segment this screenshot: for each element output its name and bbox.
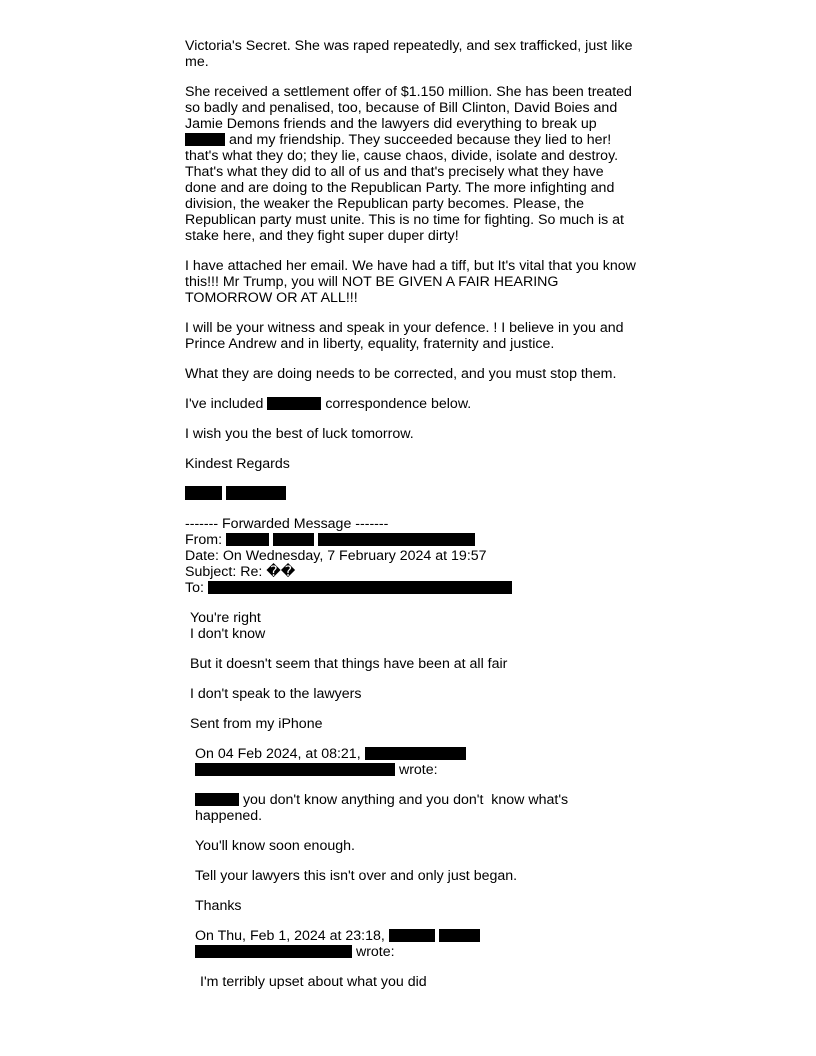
redaction-bar bbox=[208, 581, 512, 594]
letter-paragraph: division, the weaker the Republican party becomes. Please, the bbox=[185, 196, 585, 212]
forwarded-to-line: To: bbox=[185, 580, 512, 596]
letter-closing: Kindest Regards bbox=[185, 456, 290, 472]
letter-paragraph: Republican party must unite. This is no time for fighting. So much is at bbox=[185, 212, 624, 228]
letter-paragraph: What they are doing needs to be corrected, and you must stop them. bbox=[185, 366, 617, 382]
letter-paragraph: Prince Andrew and in liberty, equality, fraternity and justice. bbox=[185, 336, 555, 352]
redaction-bar bbox=[226, 486, 286, 500]
letter-paragraph: TOMORROW OR AT ALL!!! bbox=[185, 290, 358, 306]
reply-text: But it doesn't seem that things have been at all fair bbox=[190, 656, 508, 672]
redaction-bar bbox=[273, 533, 314, 546]
letter-paragraph: She received a settlement offer of $1.150 million. She has been treated bbox=[185, 84, 632, 100]
redaction-bar bbox=[267, 397, 321, 410]
quote-text: Tell your lawyers this isn't over and only just began. bbox=[195, 868, 518, 884]
quote-text: you don't know anything and you don't know what's bbox=[195, 792, 568, 808]
letter-paragraph: so badly and penalised, too, because of Bill Clinton, David Boies and bbox=[185, 100, 618, 116]
redaction-bar bbox=[185, 486, 222, 500]
letter-paragraph: That's what they did to all of us and that's precisely what they have bbox=[185, 164, 604, 180]
letter-paragraph: I will be your witness and speak in your defence. ! I believe in you and bbox=[185, 320, 624, 336]
quote-text: You'll know soon enough. bbox=[195, 838, 355, 854]
signature-redacted bbox=[185, 486, 286, 502]
letter-paragraph: done and are doing to the Republican Party. The more infighting and bbox=[185, 180, 615, 196]
letter-paragraph: I wish you the best of luck tomorrow. bbox=[185, 426, 414, 442]
redaction-bar bbox=[195, 945, 352, 958]
letter-paragraph: Jamie Demons friends and the lawyers did everything to break up bbox=[185, 116, 597, 132]
quote-header: On Thu, Feb 1, 2024 at 23:18, bbox=[195, 928, 480, 944]
reply-signature: Sent from my iPhone bbox=[190, 716, 323, 732]
quote-text: Thanks bbox=[195, 898, 242, 914]
reply-text: I don't speak to the lawyers bbox=[190, 686, 362, 702]
quote-text: happened. bbox=[195, 808, 263, 824]
reply-text: I don't know bbox=[190, 626, 266, 642]
redaction-bar bbox=[185, 133, 225, 146]
letter-paragraph: I have attached her email. We have had a tiff, but It's vital that you know bbox=[185, 258, 636, 274]
quote-header: wrote: bbox=[195, 944, 395, 960]
redaction-bar bbox=[195, 793, 239, 806]
letter-paragraph-line: and my friendship. They succeeded because they lied to her! bbox=[185, 132, 611, 148]
redaction-bar bbox=[318, 533, 475, 546]
letter-paragraph: that's what they do; they lie, cause chaos, divide, isolate and destroy. bbox=[185, 148, 619, 164]
quote-header: wrote: bbox=[195, 762, 438, 778]
letter-paragraph: me. bbox=[185, 54, 209, 70]
redaction-bar bbox=[365, 747, 466, 760]
quote-header: On 04 Feb 2024, at 08:21, bbox=[195, 746, 466, 762]
reply-text: You're right bbox=[190, 610, 261, 626]
letter-paragraph: this!!! Mr Trump, you will NOT BE GIVEN A FAIR HEARING bbox=[185, 274, 559, 290]
forwarded-date-line: Date: On Wednesday, 7 February 2024 at 19:57 bbox=[185, 548, 487, 564]
redaction-bar bbox=[195, 763, 395, 776]
forwarded-message-header: ------- Forwarded Message ------- bbox=[185, 516, 389, 532]
forwarded-subject-line: Subject: Re: �� bbox=[185, 564, 296, 580]
forwarded-from-line: From: bbox=[185, 532, 475, 548]
letter-paragraph-line: I've included correspondence below. bbox=[185, 396, 472, 412]
letter-paragraph: Victoria's Secret. She was raped repeatedly, and sex trafficked, just like bbox=[185, 38, 633, 54]
quote-text: I'm terribly upset about what you did bbox=[200, 974, 427, 990]
redaction-bar bbox=[226, 533, 269, 546]
letter-paragraph: stake here, and they fight super duper dirty! bbox=[185, 228, 459, 244]
redaction-bar bbox=[389, 929, 435, 942]
redaction-bar bbox=[439, 929, 480, 942]
